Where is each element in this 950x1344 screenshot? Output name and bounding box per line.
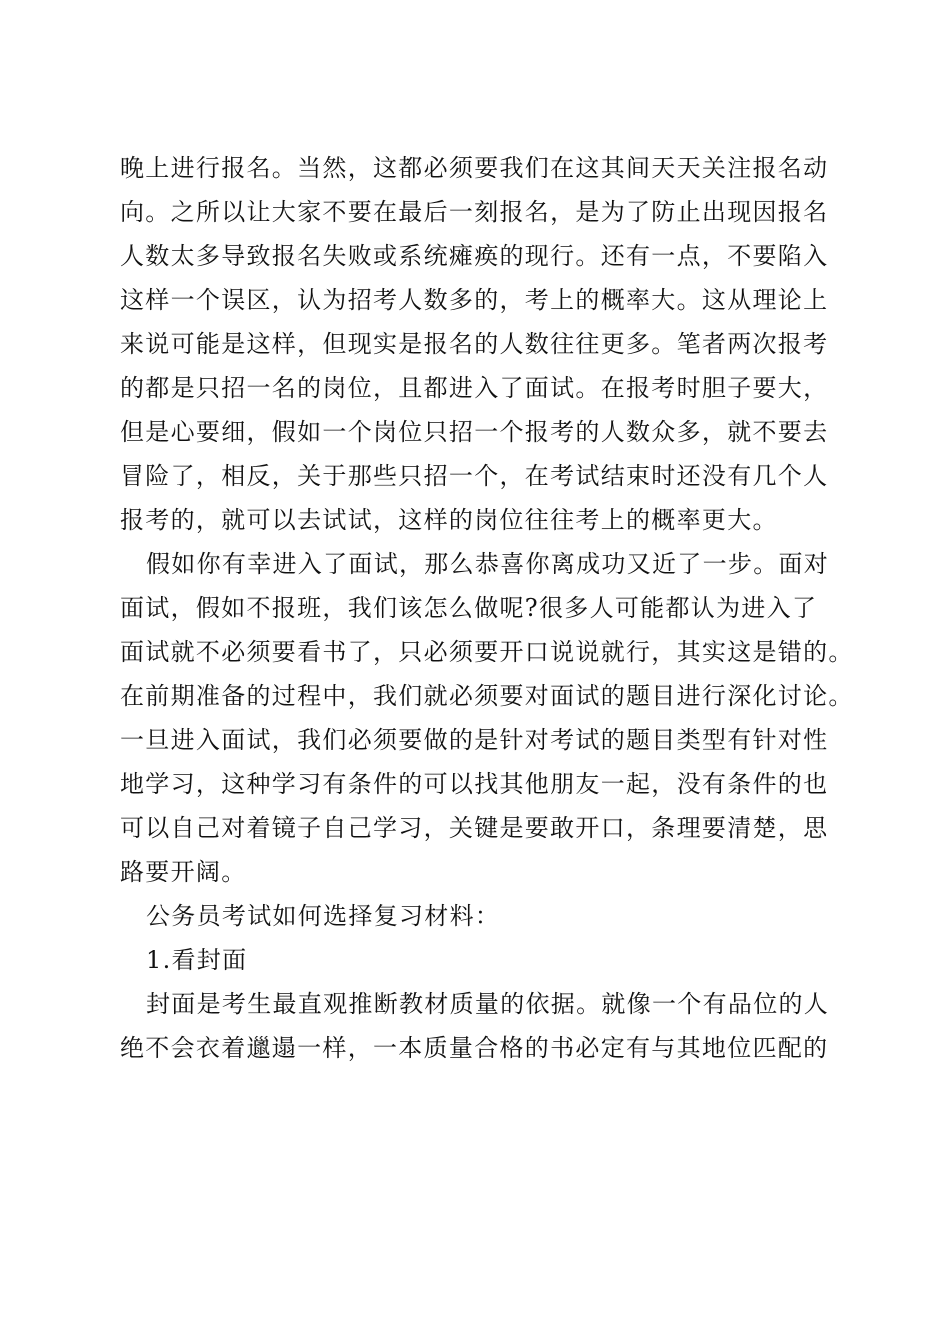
text-line: 绝不会衣着邋遢一样，一本质量合格的书必定有与其地位匹配的 [120,1034,829,1062]
text-line: 路要开阔。 [120,858,247,886]
text-line: 可以自己对着镜子自己学习，关键是要敢开口，条理要清楚，思 [120,814,829,842]
text-line: 向。之所以让大家不要在最后一刻报名，是为了防止出现因报名 [120,198,829,226]
text-line: 来说可能是这样，但现实是报名的人数往往更多。笔者两次报考 [120,330,829,358]
subsection-heading: 1.看封面 [146,946,248,974]
text-line: 晚上进行报名。当然，这都必须要我们在这其间天天关注报名动 [120,154,829,182]
paragraph-start-line: 假如你有幸进入了面试，那么恭喜你离成功又近了一步。面对 [146,550,830,578]
text-line: 一旦进入面试，我们必须要做的是针对考试的题目类型有针对性 [120,726,829,754]
section-heading: 公务员考试如何选择复习材料： [146,902,501,930]
document-body [120,146,854,1070]
text-line: 但是心要细，假如一个岗位只招一个报考的人数众多，就不要去 [120,418,829,446]
text-line: 的都是只招一名的岗位，且都进入了面试。在报考时胆子要大， [120,374,829,402]
text-line: 报考的，就可以去试试，这样的岗位往往考上的概率更大。 [120,506,778,534]
text-line: 人数太多导致报名失败或系统瘫痪的现行。还有一点，不要陷入 [120,242,829,270]
text-line: 面试就不必须要看书了，只必须要开口说说就行，其实这是错的。 [120,638,854,666]
paragraph-start-line: 封面是考生最直观推断教材质量的依据。就像一个有品位的人 [146,990,830,1018]
text-line: 在前期准备的过程中，我们就必须要对面试的题目进行深化讨论。 [120,682,854,710]
text-line: 地学习，这种学习有条件的可以找其他朋友一起，没有条件的也 [120,770,829,798]
text-line: 面试，假如不报班，我们该怎么做呢?很多人可能都认为进入了 [120,594,818,622]
text-line: 冒险了，相反，关于那些只招一个，在考试结束时还没有几个人 [120,462,829,490]
text-line: 这样一个误区，认为招考人数多的，考上的概率大。这从理论上 [120,286,829,314]
